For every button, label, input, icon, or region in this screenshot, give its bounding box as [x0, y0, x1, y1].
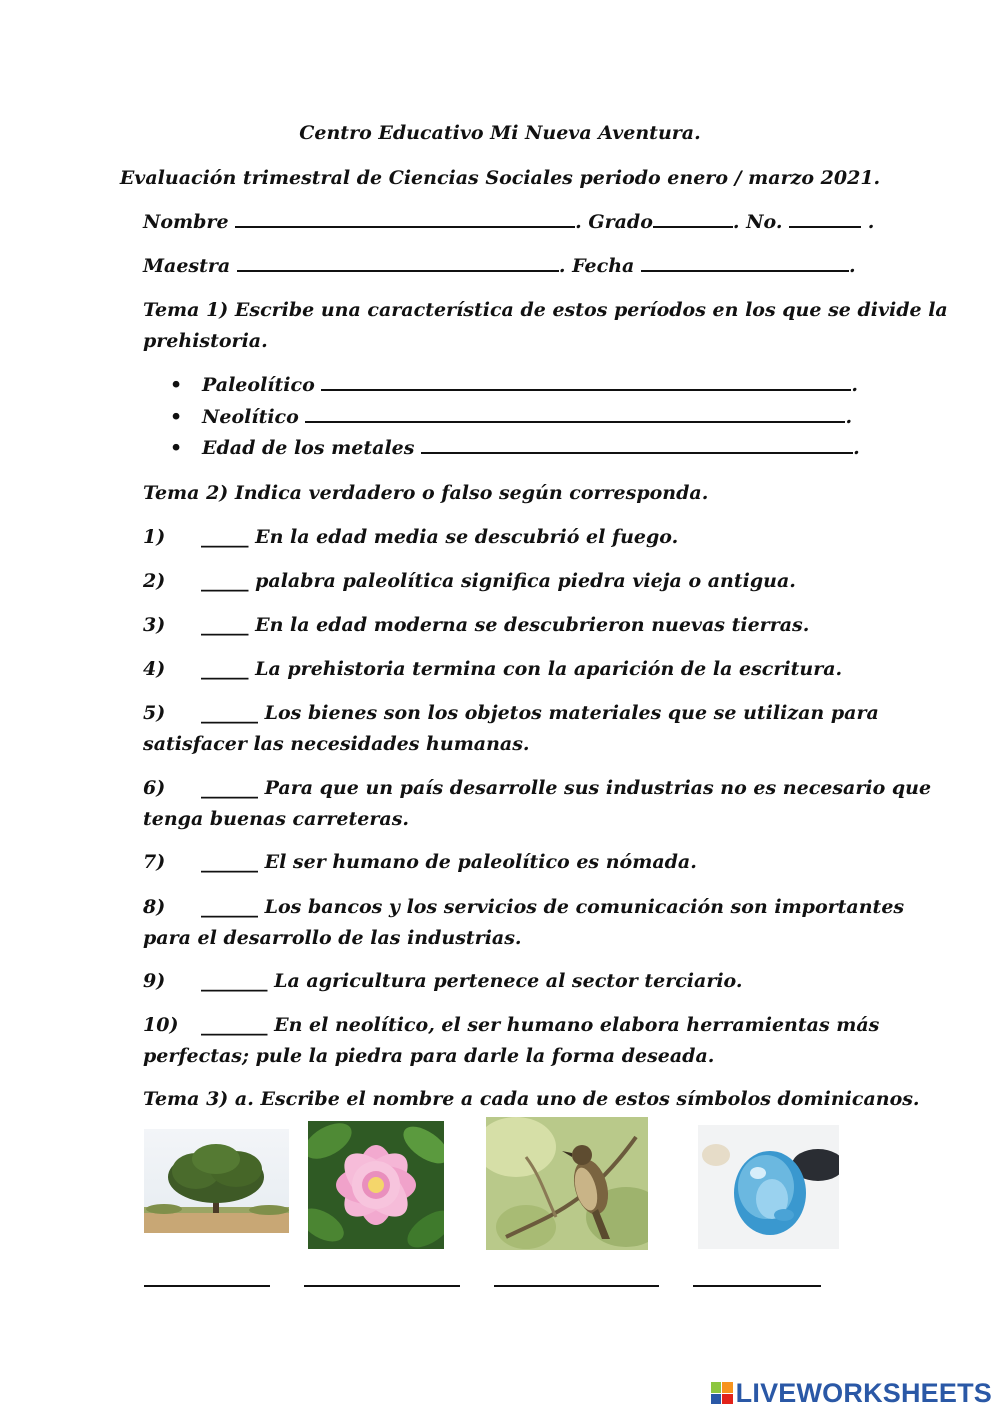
- tema1-item: [172, 433, 860, 463]
- question-row[interactable]: [143, 773, 931, 803]
- question-row[interactable]: [143, 1010, 879, 1040]
- stone-photo: [698, 1125, 839, 1249]
- student-info-row: [143, 207, 874, 237]
- no-label: . No.: [732, 211, 783, 233]
- tema1-item-label: Paleolítico: [202, 374, 315, 396]
- edad-metales-input[interactable]: [421, 434, 853, 454]
- tema1-item-label: Edad de los metales: [202, 437, 415, 459]
- flower-answer-input[interactable]: [304, 1283, 460, 1287]
- tema3-prompt: Tema 3) a. Escribe el nombre a cada uno de estos símbolos dominicanos.: [143, 1088, 920, 1110]
- tema1-prompt-line1: Tema 1) Escribe una característica de estos períodos en los que se divide la: [143, 299, 948, 321]
- grado-input[interactable]: [653, 208, 733, 228]
- grado-label: . Grado: [575, 211, 653, 233]
- question-row[interactable]: [143, 522, 678, 552]
- question-number: 9): [143, 970, 166, 992]
- question-text: ______ Los bienes son los objetos materiales que se utilizan para: [201, 702, 879, 724]
- tema1-prompt-line2: prehistoria.: [143, 330, 268, 352]
- question-text: _____ En la edad moderna se descubrieron nuevas tierras.: [201, 614, 810, 636]
- liveworksheets-logo-icon: [711, 1382, 733, 1404]
- question-row[interactable]: [143, 892, 904, 922]
- fecha-input[interactable]: [641, 252, 849, 272]
- question-number: 2): [143, 570, 166, 592]
- tema2-prompt: Tema 2) Indica verdadero o falso según corresponda.: [143, 482, 709, 504]
- question-number: 6): [143, 777, 166, 799]
- question-row[interactable]: [143, 566, 796, 596]
- maestra-input[interactable]: [237, 252, 559, 272]
- question-text: _____ La prehistoria termina con la aparición de la escritura.: [201, 658, 843, 680]
- question-number: 4): [143, 658, 166, 680]
- nombre-input[interactable]: [235, 208, 575, 228]
- question-number: 1): [143, 526, 166, 548]
- question-number: 3): [143, 614, 166, 636]
- question-text-cont: tenga buenas carreteras.: [143, 808, 409, 830]
- maestra-label: Maestra: [143, 255, 231, 277]
- bird-photo: [486, 1117, 648, 1250]
- question-text-cont: para el desarrollo de las industrias.: [143, 927, 522, 949]
- question-text: _____ En la edad media se descubrió el fuego.: [201, 526, 679, 548]
- bird-answer-input[interactable]: [494, 1283, 659, 1287]
- flower-photo: [308, 1121, 444, 1249]
- tree-photo: [144, 1129, 289, 1233]
- question-number: 8): [143, 896, 166, 918]
- school-name: Centro Educativo Mi Nueva Aventura.: [299, 122, 701, 144]
- tema1-item: [172, 370, 858, 400]
- exam-title: Evaluación trimestral de Ciencias Sociales periodo enero / marzo 2021.: [119, 167, 881, 189]
- item-end-period: .: [845, 406, 853, 428]
- liveworksheets-logo-text: LIVEWORKSHEETS: [735, 1377, 992, 1408]
- paleolitico-input[interactable]: [321, 371, 851, 391]
- nombre-label: Nombre: [143, 211, 229, 233]
- row-end-period: .: [848, 255, 856, 277]
- question-text: _______ La agricultura pertenece al sector terciario.: [201, 970, 743, 992]
- question-row[interactable]: [143, 654, 842, 684]
- question-row[interactable]: [143, 966, 743, 996]
- tree-answer-input[interactable]: [144, 1283, 270, 1287]
- question-number: 5): [143, 702, 166, 724]
- teacher-info-row: [143, 251, 856, 281]
- row-end-period: .: [867, 211, 875, 233]
- item-end-period: .: [851, 374, 858, 396]
- neolitico-input[interactable]: [305, 403, 845, 423]
- question-text: ______ Los bancos y los servicios de comunicación son importantes: [201, 896, 905, 918]
- fecha-label: . Fecha: [558, 255, 635, 277]
- stone-answer-input[interactable]: [693, 1283, 821, 1287]
- question-text: _____ palabra paleolítica significa piedra vieja o antigua.: [201, 570, 796, 592]
- question-text-cont: satisfacer las necesidades humanas.: [143, 733, 530, 755]
- question-text: ______ El ser humano de paleolítico es nómada.: [201, 851, 697, 873]
- question-text: _______ En el neolítico, el ser humano elabora herramientas más: [201, 1014, 880, 1036]
- question-row[interactable]: [143, 610, 809, 640]
- question-row[interactable]: [143, 698, 879, 728]
- question-text: ______ Para que un país desarrolle sus industrias no es necesario que: [201, 777, 932, 799]
- number-input[interactable]: [789, 208, 861, 228]
- question-text-cont: perfectas; pule la piedra para darle la forma deseada.: [143, 1045, 715, 1067]
- liveworksheets-logo[interactable]: [711, 1378, 992, 1408]
- question-number: 7): [143, 851, 166, 873]
- question-row[interactable]: [143, 847, 697, 877]
- tema1-item-label: Neolítico: [202, 406, 299, 428]
- question-number: 10): [143, 1014, 179, 1036]
- item-end-period: .: [853, 437, 860, 459]
- tema1-item: [172, 402, 852, 432]
